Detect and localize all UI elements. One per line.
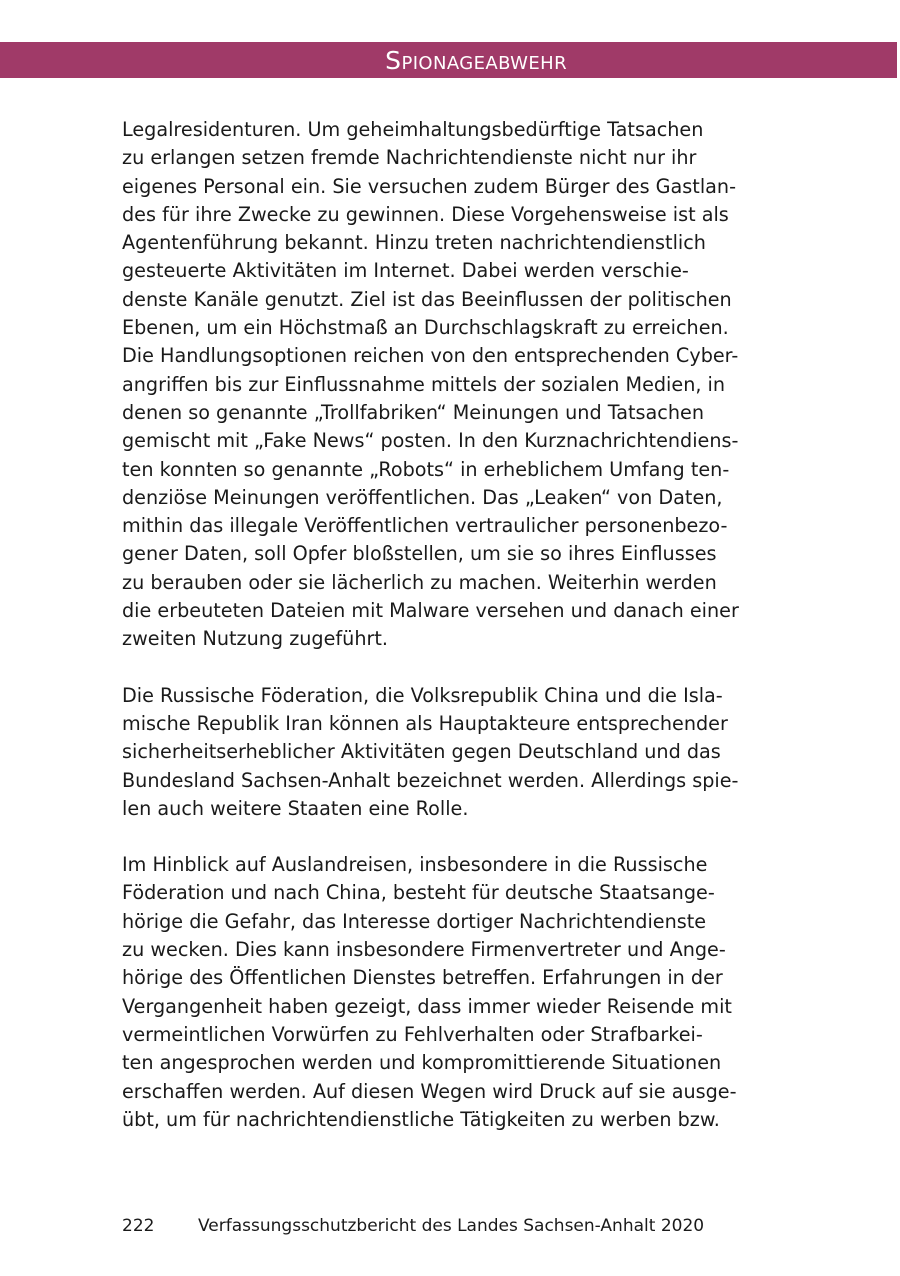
text-line: eigenes Personal ein. Sie versuchen zudem Bürger des Gastlan- <box>122 174 736 198</box>
text-line: hörige die Gefahr, das Interesse dortiger Nachrichtendienste <box>122 909 707 933</box>
text-line: ten angesprochen werden und kompromittierende Situationen <box>122 1051 722 1075</box>
text-line: Die Handlungsoptionen reichen von den entsprechenden Cyber- <box>122 344 739 368</box>
text-line: denste Kanäle genutzt. Ziel ist das Beeinflussen der politischen <box>122 287 732 311</box>
text-line: übt, um für nachrichtendienstliche Tätigkeiten zu werben bzw. <box>122 1107 720 1131</box>
text-line: angriffen bis zur Einflussnahme mittels der sozialen Medien, in <box>122 372 726 396</box>
text-line: ten konnten so genannte „Robots“ in erheblichem Umfang ten- <box>122 457 730 481</box>
paragraph <box>122 682 822 823</box>
text-line: denziöse Meinungen veröffentlichen. Das „Leaken“ von Daten, <box>122 485 723 509</box>
text-line: gesteuerte Aktivitäten im Internet. Dabei werden verschie- <box>122 259 689 283</box>
text-line: Ebenen, um ein Höchstmaß an Durchschlagskraft zu erreichen. <box>122 316 729 340</box>
paragraph <box>122 116 822 654</box>
body-text <box>122 116 822 1162</box>
text-line: gemischt mit „Fake News“ posten. In den Kurznachrichtendiens- <box>122 429 739 453</box>
publication-title: Verfassungsschutzbericht des Landes Sachsen-Anhalt 2020 <box>198 1216 705 1236</box>
text-line: Vergangenheit haben gezeigt, dass immer wieder Reisende mit <box>122 994 732 1018</box>
page-footer <box>122 1214 704 1238</box>
text-line: Legalresidenturen. Um geheimhaltungsbedürftige Tatsachen <box>122 118 704 141</box>
text-line: Im Hinblick auf Auslandreisen, insbesondere in die Russische <box>122 853 708 877</box>
text-line: zu wecken. Dies kann insbesondere Firmenvertreter und Ange- <box>122 938 726 962</box>
text-line: Die Russische Föderation, die Volksrepublik China und die Isla- <box>122 683 723 707</box>
text-line: erschaffen werden. Auf diesen Wegen wird Druck auf sie ausge- <box>122 1079 737 1103</box>
text-line: Föderation und nach China, besteht für deutsche Staatsange- <box>122 881 715 905</box>
text-line: denen so genannte „Trollfabriken“ Meinungen und Tatsachen <box>122 400 704 424</box>
page-number: 222 <box>122 1216 155 1236</box>
paragraph <box>122 851 822 1134</box>
text-line: des für ihre Zwecke zu gewinnen. Diese Vorgehensweise ist als <box>122 202 729 226</box>
text-line: mische Republik Iran können als Hauptakteure entsprechender <box>122 711 728 735</box>
text-line: die erbeuteten Dateien mit Malware versehen und danach einer <box>122 599 739 623</box>
text-line: vermeintlichen Vorwürfen zu Fehlverhalten oder Strafbarkei- <box>122 1022 703 1046</box>
text-line: zweiten Nutzung zugeführt. <box>122 627 389 651</box>
text-line: mithin das illegale Veröffentlichen vertraulicher personenbezo- <box>122 514 728 538</box>
text-line: zu berauben oder sie lächerlich zu machen. Weiterhin werden <box>122 570 717 594</box>
text-line: hörige des Öffentlichen Dienstes betreffen. Erfahrungen in der <box>122 966 723 990</box>
text-line: gener Daten, soll Opfer bloßstellen, um sie so ihres Einflusses <box>122 542 717 566</box>
text-line: Bundesland Sachsen-Anhalt bezeichnet werden. Allerdings spie- <box>122 768 739 792</box>
section-title: Spionageabwehr <box>385 46 567 75</box>
text-line: sicherheitserheblicher Aktivitäten gegen Deutschland und das <box>122 740 721 764</box>
text-line: zu erlangen setzen fremde Nachrichtendienste nicht nur ihr <box>122 146 697 170</box>
text-line: Agentenführung bekannt. Hinzu treten nachrichtendienstlich <box>122 231 706 255</box>
text-line: len auch weitere Staaten eine Rolle. <box>122 796 469 820</box>
